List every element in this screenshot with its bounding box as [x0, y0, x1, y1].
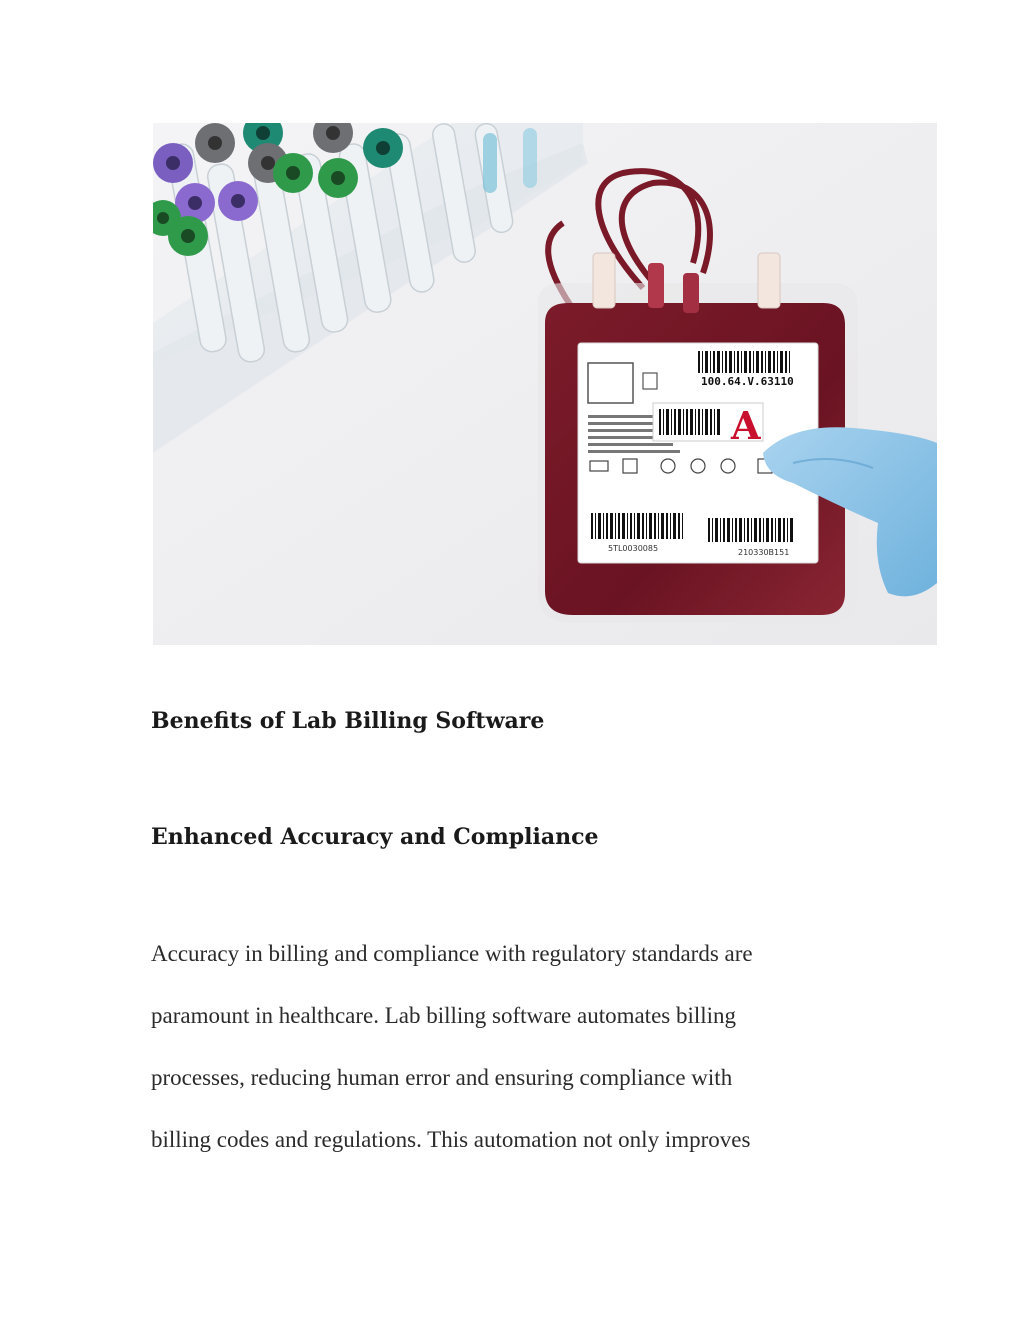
- hero-image: [153, 123, 937, 645]
- section-heading-accuracy: Enhanced Accuracy and Compliance: [151, 824, 599, 850]
- body-line: paramount in healthcare. Lab billing software automates billing: [151, 1003, 737, 1028]
- label-code-left: 5TL0030085: [608, 544, 659, 553]
- label-code-top: 100.64.V.63110: [701, 375, 794, 388]
- section-heading-benefits: Benefits of Lab Billing Software: [151, 708, 545, 734]
- body-line: processes, reducing human error and ensuring compliance with: [151, 1065, 733, 1090]
- label-code-right: 210330B151: [738, 548, 790, 557]
- blood-group-letter: A: [731, 403, 761, 448]
- body-line: Accuracy in billing and compliance with regulatory standards are: [151, 941, 753, 966]
- body-paragraph: [151, 931, 911, 1179]
- body-line: billing codes and regulations. This automation not only improves: [151, 1127, 751, 1152]
